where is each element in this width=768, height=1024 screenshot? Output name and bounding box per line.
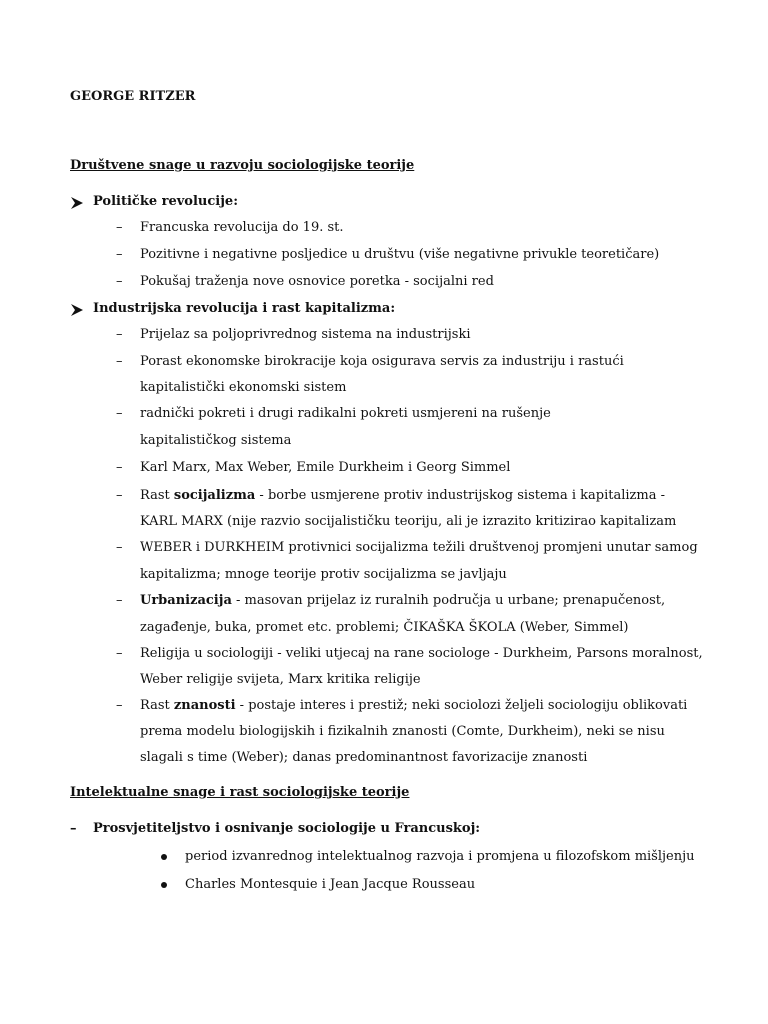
list-item-continuation: kapitalizma; mnoge teorije protiv socijalizma se javljaju: [140, 567, 507, 582]
text-run: Rast: [140, 698, 174, 713]
dash-marker: –: [116, 220, 123, 235]
bullet-dot-icon: [161, 882, 167, 888]
bold-term: socijalizma: [173, 488, 256, 503]
list-item: Karl Marx, Max Weber, Emile Durkheim i Georg Simmel: [140, 460, 511, 475]
bullet-item: Charles Montesquie i Jean Jacque Rousseau: [185, 877, 476, 892]
list-item: [140, 592, 665, 610]
section1-title: Društvene snage u razvoju sociologijske teorije: [70, 158, 415, 173]
text-run: - masovan prijelaz iz ruralnih područja u urbane; prenapučenost,: [231, 593, 666, 608]
dash-marker: –: [116, 593, 123, 608]
arrow-bullet-icon: [70, 303, 84, 317]
section2-title: Intelektualne snage i rast sociologijske teorije: [70, 785, 410, 800]
dash-marker: –: [116, 406, 123, 421]
section2-subheading: Prosvjetiteljstvo i osnivanje sociologije u Francuskoj:: [93, 821, 481, 836]
list-item: [140, 697, 687, 715]
list-item-continuation: kapitalističkog sistema: [140, 433, 292, 448]
list-item: Porast ekonomske birokracije koja osigurava servis za industriju i rastući: [140, 354, 624, 369]
list-item: Francuska revolucija do 19. st.: [140, 220, 344, 235]
dash-marker: –: [116, 247, 123, 262]
dash-marker: –: [70, 821, 77, 836]
dash-marker: –: [116, 488, 123, 503]
dash-marker: –: [116, 540, 123, 555]
list-item: WEBER i DURKHEIM protivnici socijalizma težili društvenoj promjeni unutar samog: [140, 540, 698, 555]
text-run: - postaje interes i prestiž; neki sociolozi željeli sociologiju oblikovati: [235, 698, 688, 713]
list-item: radnički pokreti i drugi radikalni pokreti usmjereni na rušenje: [140, 406, 551, 421]
arrow-bullet-icon: [70, 196, 84, 210]
list-item-continuation: kapitalistički ekonomski sistem: [140, 380, 347, 395]
dash-marker: –: [116, 274, 123, 289]
list-item: Religija u sociologiji - veliki utjecaj na rane sociologe - Durkheim, Parsons moralnost,: [140, 646, 703, 661]
text-run: - borbe usmjerene protiv industrijskog sistema i kapitalizma -: [255, 488, 666, 503]
list-item: Pozitivne i negativne posljedice u društvu (više negativne privukle teoretičare): [140, 247, 660, 262]
group1-heading: Političke revolucije:: [93, 194, 238, 209]
list-item-continuation: KARL MARX (nije razvio socijalističku teoriju, ali je izrazito kritizirao kapitalizam: [140, 514, 677, 529]
list-item: Pokušaj traženja nove osnovice poretka - socijalni red: [140, 274, 494, 289]
bullet-item: period izvanrednog intelektualnog razvoja i promjena u filozofskom mišljenju: [185, 849, 695, 864]
bold-term: znanosti: [173, 698, 236, 713]
list-item-continuation: prema modelu biologijskih i fizikalnih znanosti (Comte, Durkheim), neki se nisu: [140, 724, 665, 739]
list-item-continuation: slagali s time (Weber); danas predominantnost favorizacije znanosti: [140, 750, 588, 765]
bullet-dot-icon: [161, 854, 167, 860]
text-run: Rast: [140, 488, 174, 503]
dash-marker: –: [116, 698, 123, 713]
list-item: Prijelaz sa poljoprivrednog sistema na industrijski: [140, 327, 471, 342]
list-item-continuation: zagađenje, buka, promet etc. problemi; ČIKAŠKA ŠKOLA (Weber, Simmel): [140, 620, 629, 635]
bold-term: Urbanizacija: [140, 593, 232, 608]
dash-marker: –: [116, 354, 123, 369]
dash-marker: –: [116, 646, 123, 661]
dash-marker: –: [116, 327, 123, 342]
list-item: [140, 487, 665, 505]
list-item-continuation: Weber religije svijeta, Marx kritika religije: [140, 672, 421, 687]
author-heading: GEORGE RITZER: [70, 89, 196, 104]
group2-heading: Industrijska revolucija i rast kapitalizma:: [93, 301, 396, 316]
dash-marker: –: [116, 460, 123, 475]
